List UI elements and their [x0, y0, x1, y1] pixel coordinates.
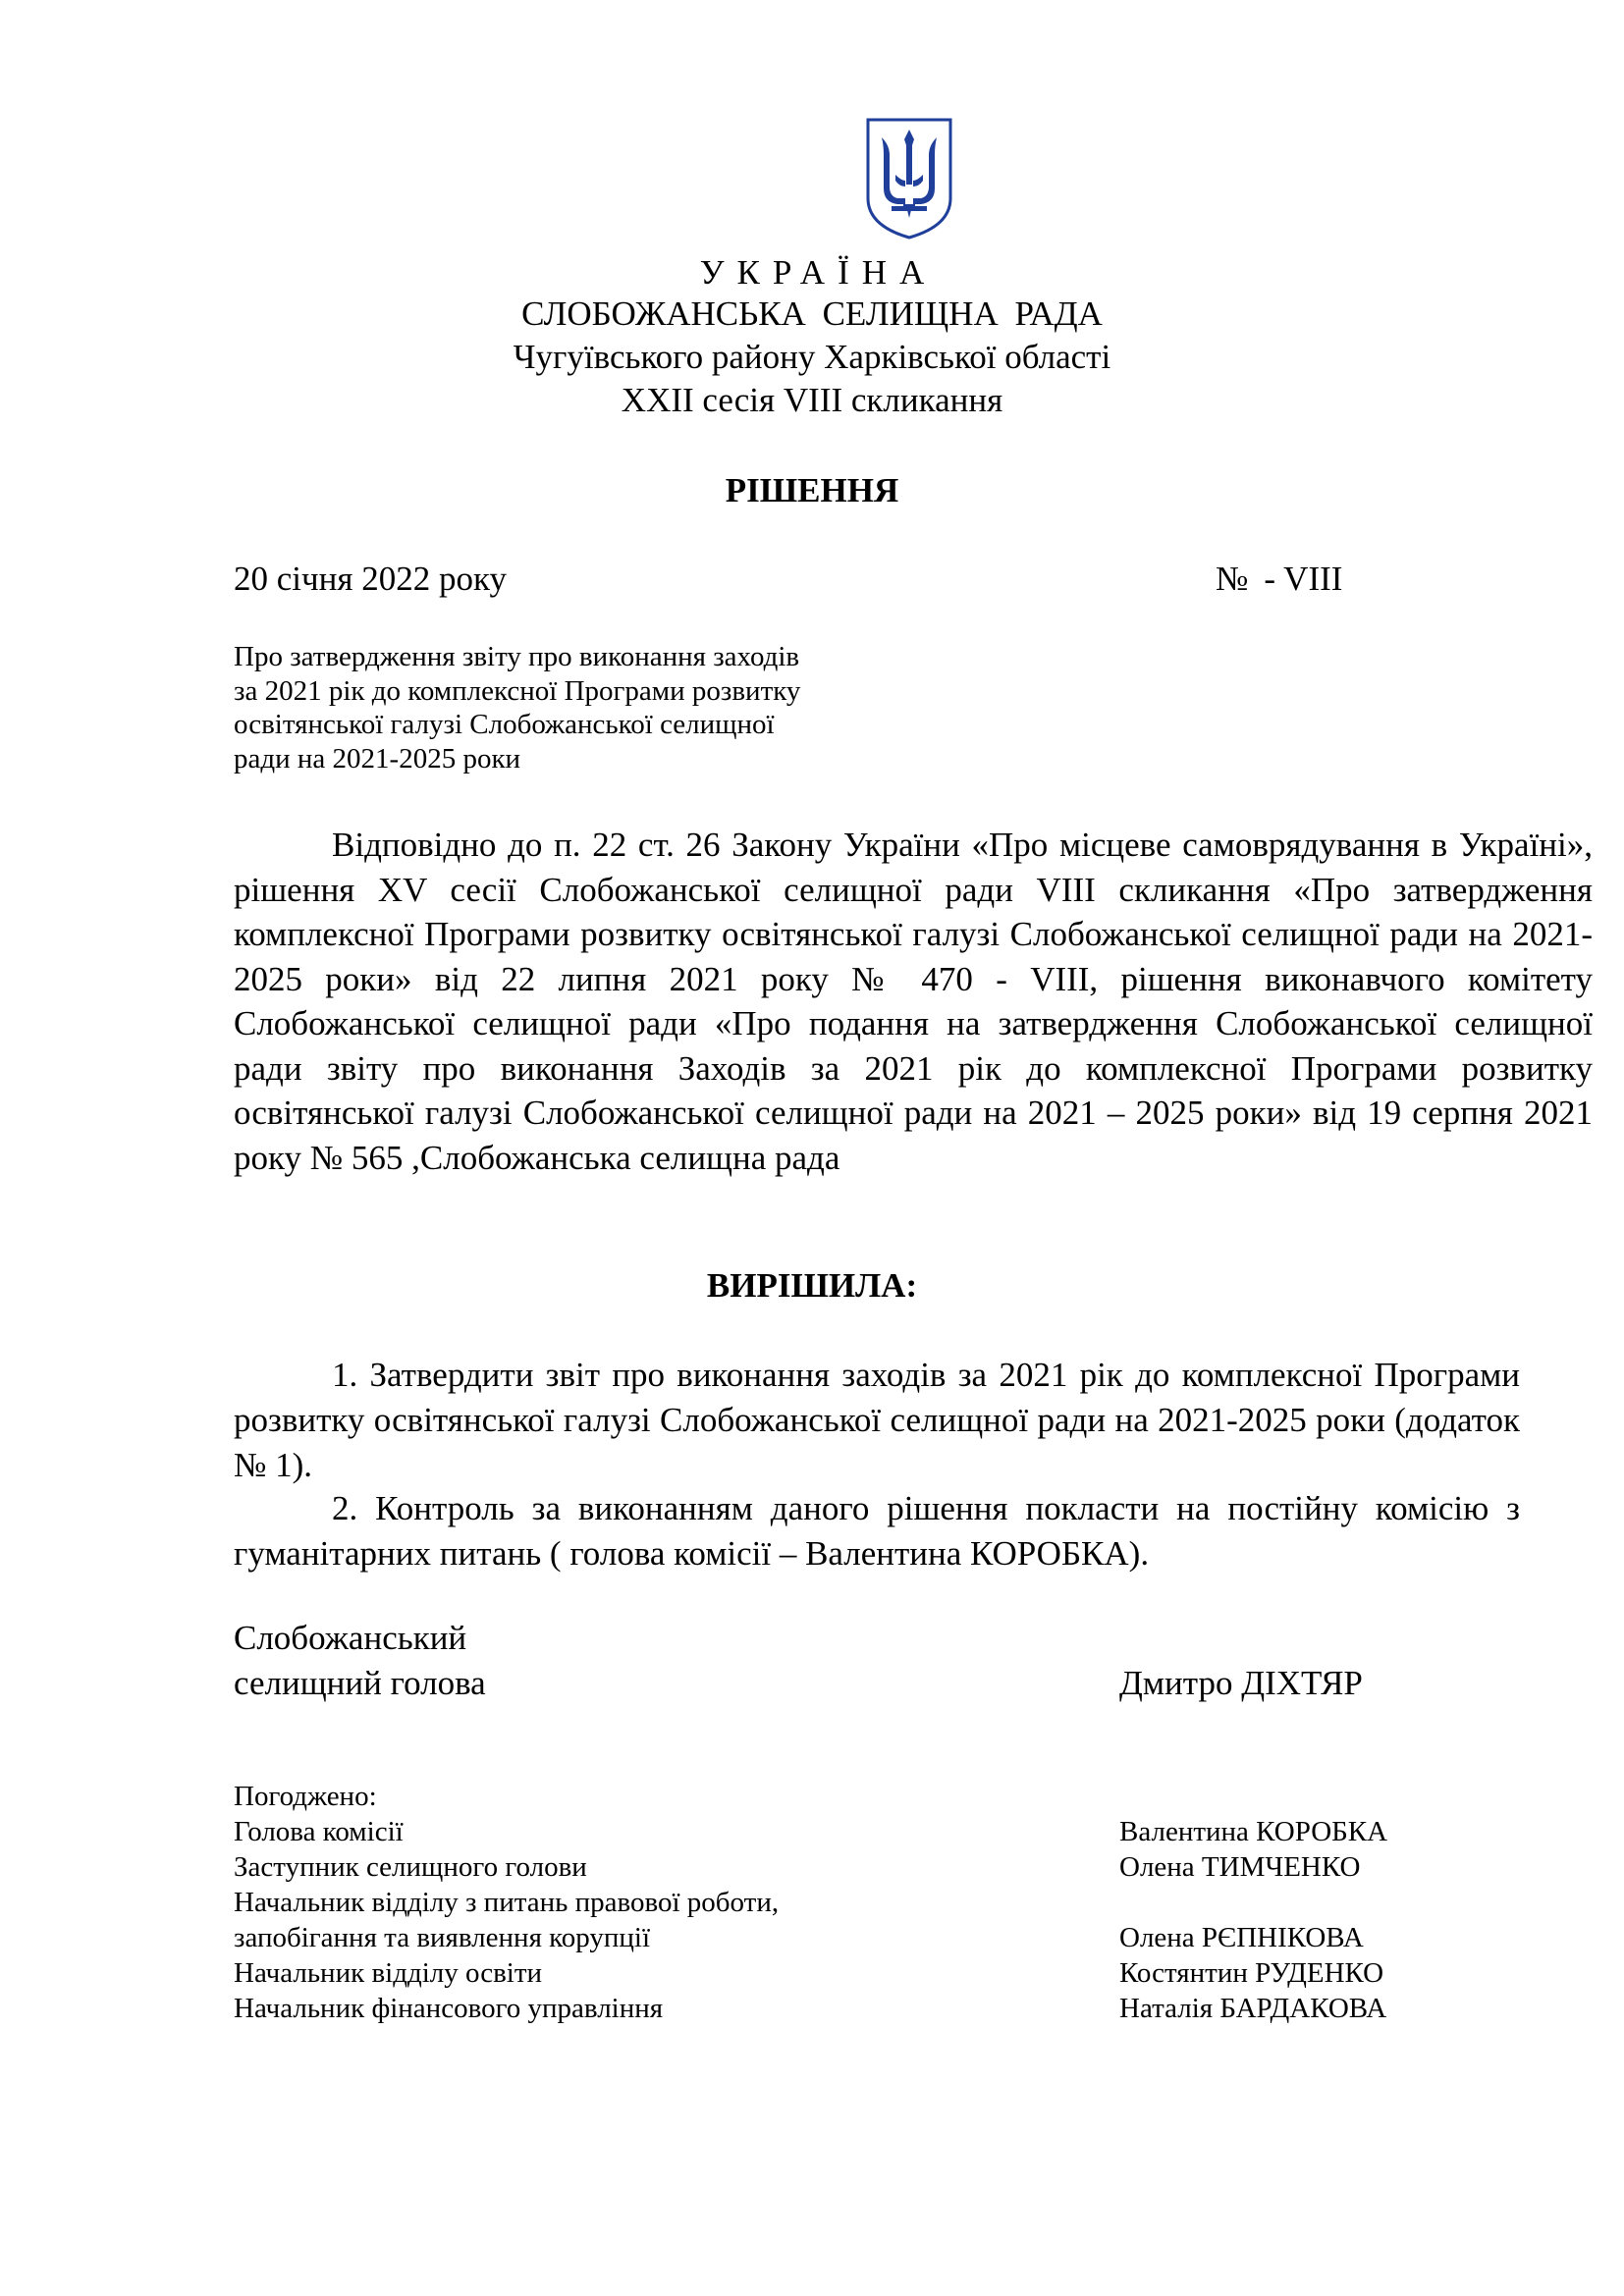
document-title: РІШЕННЯ: [725, 471, 899, 509]
signatory-name: Дмитро ДІХТЯР: [1119, 1664, 1363, 1702]
decision-number: [1216, 558, 1358, 601]
decision-subject: [234, 640, 901, 775]
signatory-position-line: селищний голова: [234, 1664, 486, 1702]
number-sign: №: [1216, 560, 1249, 598]
approver-name: Костянтин РУДЕНКО: [1119, 1957, 1384, 1989]
agreed-label: Погоджено:: [234, 1781, 377, 1812]
council-name: СЛОБОЖАНСЬКА СЕЛИЩНА РАДА: [521, 294, 1103, 333]
subject-line: Про затвердження звіту про виконання заходів: [234, 641, 800, 672]
approver-position: [234, 1885, 779, 1955]
approver-name: Олена РЄПНІКОВА: [1119, 1922, 1364, 1953]
country-name: УКРАЇНА: [699, 253, 938, 292]
trident-coat-of-arms-icon: [862, 116, 956, 241]
session-info: XXII сесія VIII скликання: [621, 381, 1003, 419]
decision-date: 20 січня 2022 року: [234, 560, 507, 598]
district-name: Чугуївського району Харківської області: [513, 338, 1111, 376]
approver-name: Наталія БАРДАКОВА: [1119, 1993, 1387, 2024]
approver-position: Голова комісії: [234, 1816, 404, 1847]
subject-line: за 2021 рік до комплексної Програми розвитку: [234, 674, 801, 707]
subject-line: освітянської галузі Слобожанської селищної: [234, 709, 775, 740]
decision-item-1: 1. Затвердити звіт про виконання заходів за 2021 рік до комплексної Програми розвитку освітянської галузі Слобожанської селищної ради на 2021-2025 роки (додаток № 1).: [234, 1356, 1520, 1484]
decided-heading: ВИРІШИЛА:: [706, 1266, 918, 1305]
approver-position-line: Начальник відділу з питань правової роботи,: [234, 1887, 780, 1918]
approver-position: Начальник відділу освіти: [234, 1957, 543, 1989]
preamble-paragraph: Відповідно до п. 22 ст. 26 Закону України «Про місцеве самоврядування в Україні», рішення XV сесії Слобожанської селищної ради VIII скликання «Про затвердження комплексної Програми розвитку освітянської галузі Слобожанської селищної ради на 2021-2025 роки» від 22 липня 2021 року № 470 - VIII, рішення виконавчого комітету Слобожанської селищної ради «Про подання на затвердження Слобожанської селищної ради звіту про виконання Заходів за 2021 рік до комплексної Програми розвитку освітянської галузі Слобожанської селищної ради на 2021 – 2025 роки» від 19 серпня 2021 року № 565 ,Слобожанська селищна рада: [234, 826, 1593, 1177]
approver-position-line: запобігання та виявлення корупції: [234, 1922, 651, 1953]
subject-line: ради на 2021-2025 роки: [234, 742, 521, 774]
number-value: - VIII: [1264, 560, 1343, 598]
decision-item-2: 2. Контроль за виконанням даного рішення покласти на постійну комісію з гуманітарних питань ( голова комісії – Валентина КОРОБКА).: [234, 1489, 1520, 1573]
approver-position: Заступник селищного голови: [234, 1851, 587, 1883]
signatory-position-line: Слобожанський: [234, 1619, 467, 1657]
approver-name: Олена ТИМЧЕНКО: [1119, 1851, 1361, 1883]
signatory-position: [234, 1616, 486, 1706]
approver-name: Валентина КОРОБКА: [1119, 1816, 1388, 1847]
approver-position: Начальник фінансового управління: [234, 1993, 664, 2024]
